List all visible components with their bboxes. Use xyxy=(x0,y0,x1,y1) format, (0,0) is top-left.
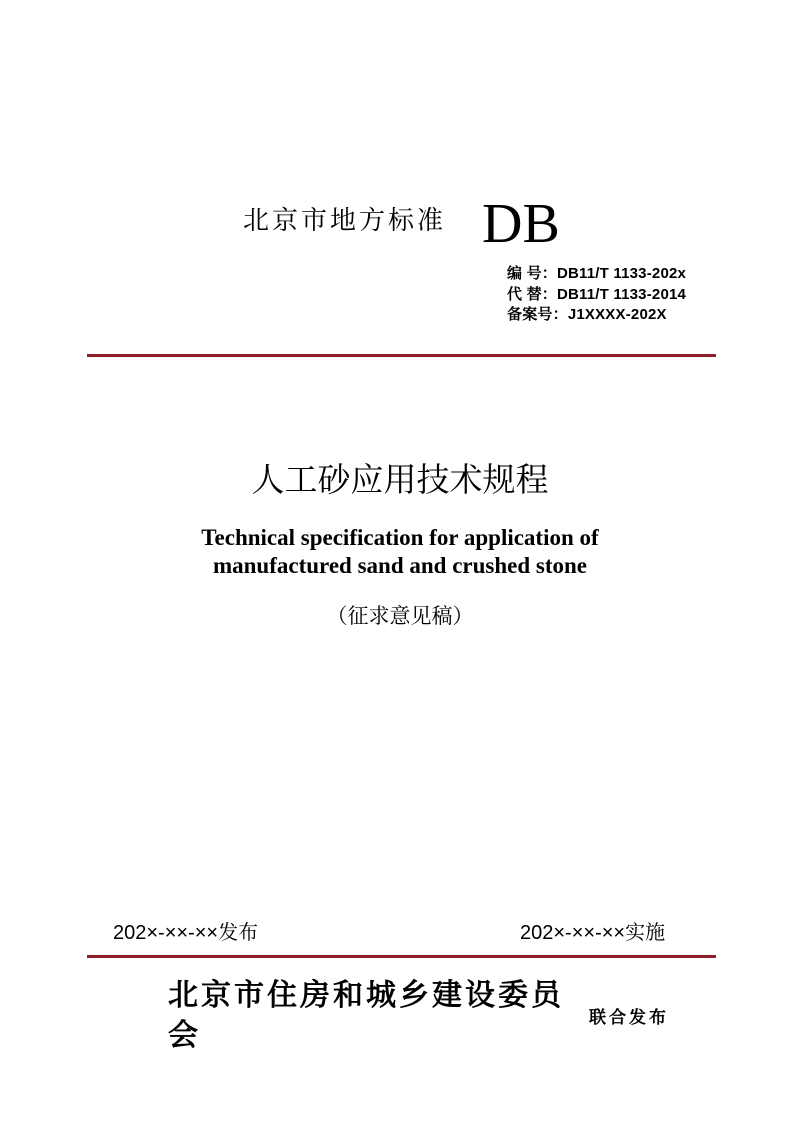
horizontal-rule-top xyxy=(87,354,716,357)
code-row-record xyxy=(507,305,686,326)
code-replaces-value: DB11/T 1133-2014 xyxy=(556,285,687,303)
code-row-replaces xyxy=(507,285,686,306)
standard-codes-block xyxy=(507,264,686,326)
db-logo: DB xyxy=(482,193,560,255)
implementation-date: 202×-××-××实施 xyxy=(520,922,666,944)
horizontal-rule-bottom xyxy=(87,955,716,958)
document-title-english-line2: manufactured sand and crushed stone xyxy=(212,553,588,578)
document-title-english xyxy=(0,524,800,580)
code-record-label: 备案号： xyxy=(507,306,568,324)
code-replaces-label: 代 替： xyxy=(507,285,557,303)
code-number-label: 编 号： xyxy=(507,265,557,282)
code-row-number xyxy=(507,264,686,285)
draft-status-note: （征求意见稿） xyxy=(326,605,474,628)
document-title-chinese: 人工砂应用技术规程 xyxy=(251,461,549,498)
code-number-value: DB11/T 1133-202x xyxy=(556,265,687,282)
issuing-authority: 北京市住房和城乡建设委员会 xyxy=(168,979,564,1052)
document-title-english-line1: Technical specification for application of xyxy=(201,525,599,550)
code-record-value: J1XXXX-202X xyxy=(567,306,667,324)
standard-type-label: 北京市地方标准 xyxy=(243,205,447,235)
issue-date: 202×-××-××发布 xyxy=(113,922,259,944)
joint-release-label: 联合发布 xyxy=(589,1008,669,1027)
